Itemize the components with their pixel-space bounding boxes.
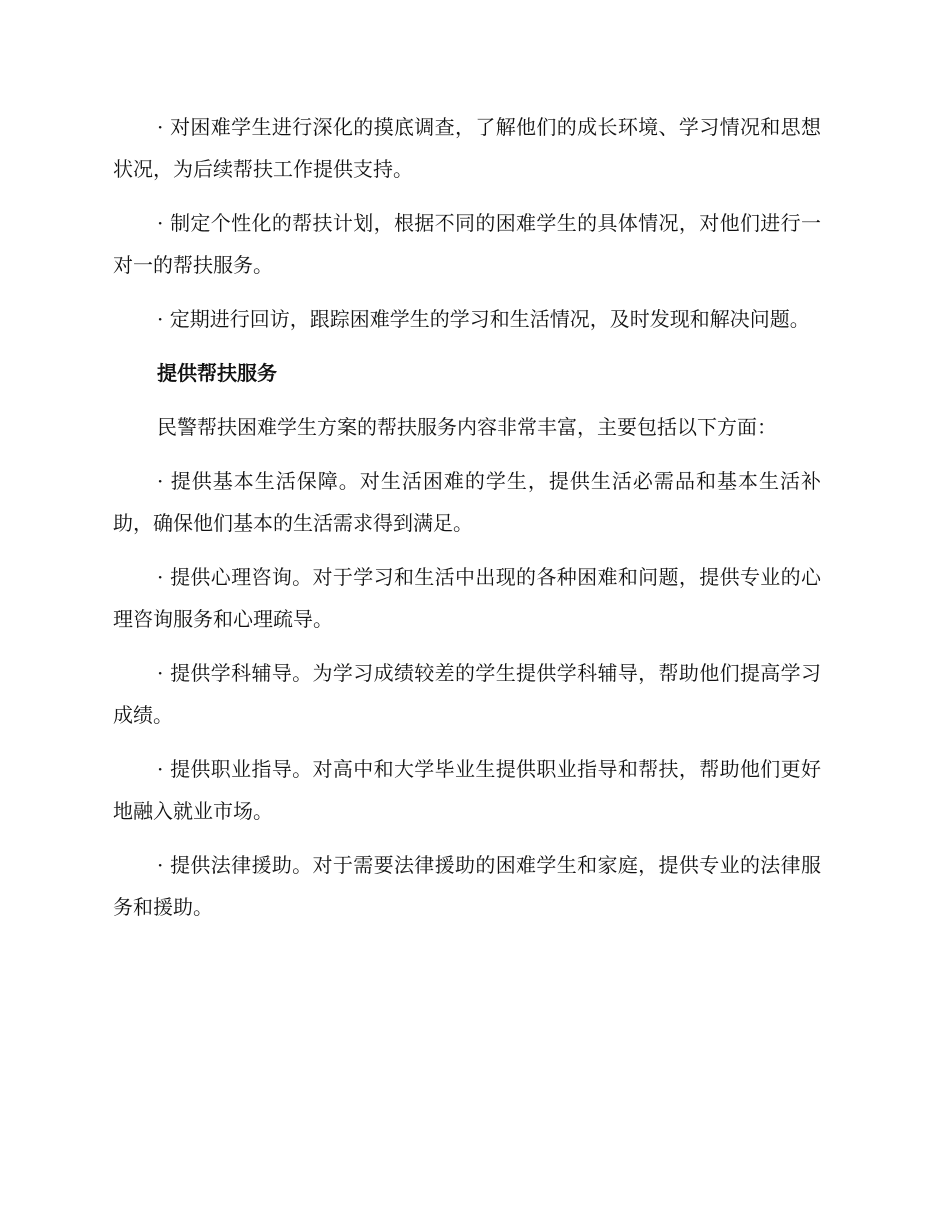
service-item: · 提供法律援助。对于需要法律援助的困难学生和家庭，提供专业的法律服务和援助。 <box>113 853 821 919</box>
bullet-paragraph: · 制定个性化的帮扶计划，根据不同的困难学生的具体情况，对他们进行一对一的帮扶服务。 <box>113 211 821 277</box>
intro-paragraph: 民警帮扶困难学生方案的帮扶服务内容非常丰富，主要包括以下方面： <box>157 415 777 439</box>
bullet-paragraph: · 对困难学生进行深化的摸底调查，了解他们的成长环境、学习情况和思想状况，为后续帮扶工作提供支持。 <box>113 115 821 181</box>
bullet-paragraph: · 定期进行回访，跟踪困难学生的学习和生活情况，及时发现和解决问题。 <box>157 307 810 331</box>
service-item: · 提供基本生活保障。对生活困难的学生，提供生活必需品和基本生活补助，确保他们基本的生活需求得到满足。 <box>113 469 821 535</box>
service-item: · 提供心理咨询。对于学习和生活中出现的各种困难和问题，提供专业的心理咨询服务和心理疏导。 <box>113 565 821 631</box>
document-body <box>113 106 821 940</box>
section-heading: 提供帮扶服务 <box>157 361 277 385</box>
service-item: · 提供学科辅导。为学习成绩较差的学生提供学科辅导，帮助他们提高学习成绩。 <box>113 661 821 727</box>
service-item: · 提供职业指导。对高中和大学毕业生提供职业指导和帮扶，帮助他们更好地融入就业市场。 <box>113 757 821 823</box>
